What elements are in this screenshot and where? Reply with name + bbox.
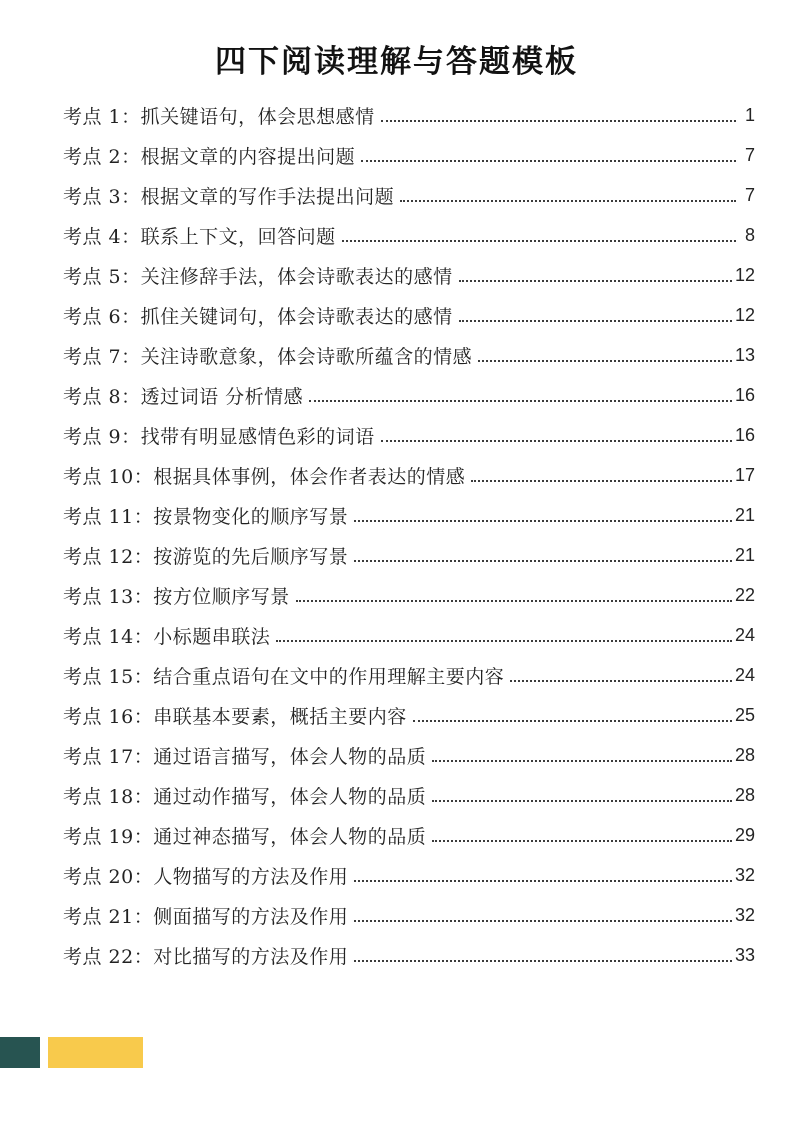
toc-entry-label: 考点 1：抓关键语句，体会思想感情 <box>63 105 375 128</box>
toc-entry-page: 32 <box>734 904 755 925</box>
dot-leader <box>354 560 732 562</box>
dot-leader <box>354 960 732 962</box>
toc-entry-label: 考点 11：按景物变化的顺序写景 <box>63 505 349 528</box>
page-title: 四下阅读理解与答题模板 <box>215 44 578 80</box>
toc-entry[interactable] <box>63 495 755 535</box>
toc-entry-label: 考点 18：通过动作描写，体会人物的品质 <box>63 785 427 808</box>
toc-entry-label: 考点 19：通过神态描写，体会人物的品质 <box>63 825 427 848</box>
dot-leader <box>276 640 732 642</box>
dot-leader <box>381 440 732 442</box>
toc-entry[interactable] <box>63 535 755 575</box>
toc-entry[interactable] <box>63 95 755 135</box>
toc-entry-label: 考点 15：结合重点语句在文中的作用理解主要内容 <box>63 665 505 688</box>
toc-entry-label: 考点 20：人物描写的方法及作用 <box>63 865 349 888</box>
toc-entry-page: 25 <box>734 704 755 725</box>
toc-entry[interactable] <box>63 855 755 895</box>
toc-entry-page: 17 <box>734 464 755 485</box>
toc-entry[interactable] <box>63 135 755 175</box>
dot-leader <box>413 720 732 722</box>
toc-entry-page: 22 <box>734 584 755 605</box>
dot-leader <box>459 280 732 282</box>
dot-leader <box>354 520 732 522</box>
toc-entry-label: 考点 2：根据文章的内容提出问题 <box>63 145 356 168</box>
toc-entry-label: 考点 9：找带有明显感情色彩的词语 <box>63 425 375 448</box>
toc-entry[interactable] <box>63 255 755 295</box>
toc-entry-label: 考点 21：侧面描写的方法及作用 <box>63 905 349 928</box>
toc-entry[interactable] <box>63 295 755 335</box>
dot-leader <box>432 840 732 842</box>
toc-entry-page: 24 <box>734 664 755 685</box>
yellow-decor-bar <box>48 1037 143 1068</box>
table-of-contents <box>63 95 755 975</box>
toc-entry-label: 考点 22：对比描写的方法及作用 <box>63 945 349 968</box>
toc-entry-label: 考点 14：小标题串联法 <box>63 625 271 648</box>
toc-entry-page: 12 <box>734 264 755 285</box>
toc-entry-label: 考点 13：按方位顺序写景 <box>63 585 290 608</box>
dot-leader <box>432 800 732 802</box>
toc-entry[interactable] <box>63 655 755 695</box>
toc-entry-page: 7 <box>744 184 755 205</box>
toc-entry[interactable] <box>63 215 755 255</box>
dot-leader <box>478 360 732 362</box>
dot-leader <box>459 320 732 322</box>
toc-entry[interactable] <box>63 335 755 375</box>
dot-leader <box>296 600 732 602</box>
toc-entry-page: 1 <box>744 104 755 125</box>
toc-entry-page: 16 <box>734 424 755 445</box>
dot-leader <box>354 920 732 922</box>
toc-entry-page: 21 <box>734 544 755 565</box>
toc-entry[interactable] <box>63 775 755 815</box>
toc-entry-page: 21 <box>734 504 755 525</box>
toc-entry[interactable] <box>63 735 755 775</box>
dot-leader <box>432 760 732 762</box>
toc-entry-label: 考点 17：通过语言描写，体会人物的品质 <box>63 745 427 768</box>
toc-entry[interactable] <box>63 935 755 975</box>
toc-entry[interactable] <box>63 375 755 415</box>
toc-entry-page: 28 <box>734 784 755 805</box>
dot-leader <box>309 400 732 402</box>
toc-entry-page: 12 <box>734 304 755 325</box>
toc-entry-label: 考点 10：根据具体事例，体会作者表达的情感 <box>63 465 466 488</box>
toc-entry-label: 考点 8：透过词语 分析情感 <box>63 385 304 408</box>
teal-decor-bar <box>0 1037 40 1068</box>
toc-entry-page: 29 <box>734 824 755 845</box>
dot-leader <box>381 120 736 122</box>
toc-entry-label: 考点 6：抓住关键词句，体会诗歌表达的感情 <box>63 305 453 328</box>
dot-leader <box>510 680 732 682</box>
toc-entry-page: 24 <box>734 624 755 645</box>
dot-leader <box>471 480 732 482</box>
toc-entry-page: 28 <box>734 744 755 765</box>
toc-entry-page: 33 <box>734 944 755 965</box>
dot-leader <box>361 160 736 162</box>
toc-entry[interactable] <box>63 695 755 735</box>
toc-entry-page: 7 <box>744 144 755 165</box>
toc-entry-label: 考点 12：按游览的先后顺序写景 <box>63 545 349 568</box>
toc-entry-page: 8 <box>744 224 755 245</box>
toc-entry[interactable] <box>63 895 755 935</box>
toc-entry-label: 考点 16：串联基本要素，概括主要内容 <box>63 705 407 728</box>
toc-entry[interactable] <box>63 415 755 455</box>
toc-entry[interactable] <box>63 175 755 215</box>
toc-entry-label: 考点 4：联系上下文，回答问题 <box>63 225 336 248</box>
toc-entry-page: 13 <box>734 344 755 365</box>
dot-leader <box>342 240 736 242</box>
toc-entry[interactable] <box>63 455 755 495</box>
dot-leader <box>400 200 736 202</box>
toc-entry-page: 16 <box>734 384 755 405</box>
dot-leader <box>354 880 732 882</box>
toc-entry[interactable] <box>63 815 755 855</box>
toc-entry[interactable] <box>63 575 755 615</box>
toc-entry-label: 考点 7：关注诗歌意象，体会诗歌所蕴含的情感 <box>63 345 473 368</box>
toc-entry-label: 考点 5：关注修辞手法，体会诗歌表达的感情 <box>63 265 453 288</box>
toc-entry-label: 考点 3：根据文章的写作手法提出问题 <box>63 185 395 208</box>
toc-entry[interactable] <box>63 615 755 655</box>
toc-entry-page: 32 <box>734 864 755 885</box>
